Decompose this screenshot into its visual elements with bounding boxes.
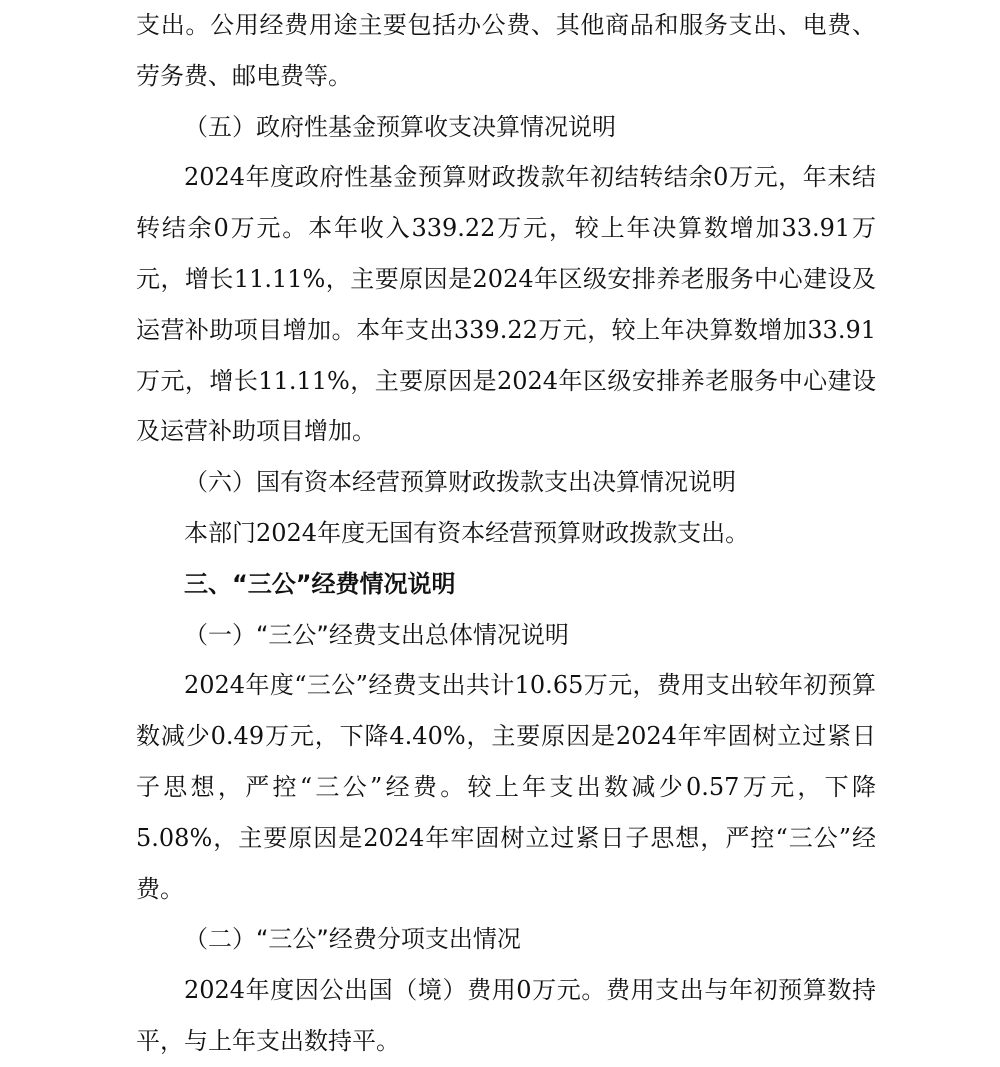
heading-three-public-expenses: 三、“三公”经费情况说明 (184, 569, 456, 598)
paragraph-state-capital-budget: 本部门2024年度无国有资本经营预算财政拨款支出。 (184, 518, 750, 547)
heading-three-public-overall: （一）“三公”经费支出总体情况说明 (184, 620, 569, 649)
heading-state-capital-budget: （六）国有资本经营预算财政拨款支出决算情况说明 (184, 468, 736, 497)
paragraph-three-public-overall: 2024年度“三公”经费支出共计10.65万元，费用支出较年初预算数减少0.49万元，下降4.40%，主要原因是2024年牢固树立过紧日子思想，严控“三公”经费。较上年支出数减少0.57万元，下降5.08%，主要原因是2024年牢固树立过紧日子思想，严控“三公”经费。 (136, 671, 876, 903)
paragraph-public-expenses-continued: 支出。公用经费用途主要包括办公费、其他商品和服务支出、电费、劳务费、邮电费等。 (136, 11, 876, 90)
heading-government-fund-budget: （五）政府性基金预算收支决算情况说明 (184, 112, 616, 141)
paragraph-government-fund-budget: 2024年度政府性基金预算财政拨款年初结转结余0万元，年末结转结余0万元。本年收入339.22万元，较上年决算数增加33.91万元，增长11.11%，主要原因是2024年区级安排养老服务中心建设及运营补助项目增加。本年支出339.22万元，较上年决算数增加33.91万元，增长11.11%，主要原因是2024年区级安排养老服务中心建设及运营补助项目增加。 (136, 163, 876, 446)
heading-three-public-itemized: （二）“三公”经费分项支出情况 (184, 925, 521, 954)
paragraph-overseas-travel-expense: 2024年度因公出国（境）费用0万元。费用支出与年初预算数持平，与上年支出数持平。 (136, 976, 876, 1055)
